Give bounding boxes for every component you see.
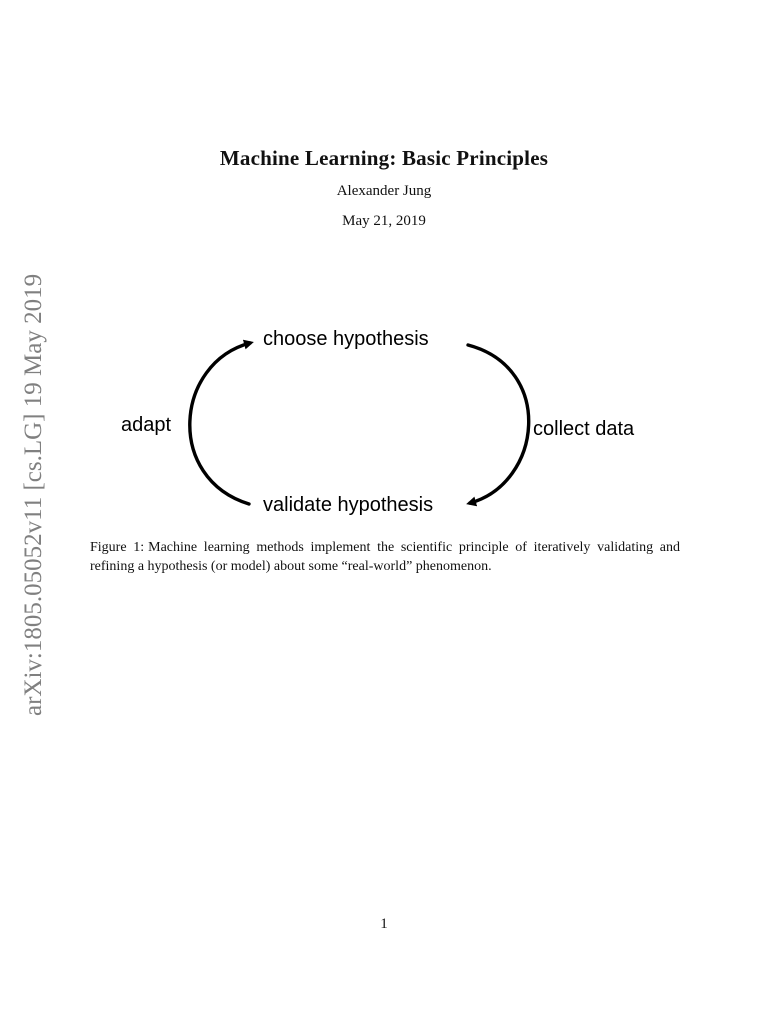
paper-date: May 21, 2019	[342, 213, 426, 229]
caption-text: Machine learning methods implement the scientific principle of iteratively validating and refining a hypothesis (or model) about some “real-world” phenomenon.	[90, 540, 680, 574]
caption-label: Figure 1:	[90, 540, 145, 555]
node-validate-hypothesis: validate hypothesis	[263, 494, 434, 516]
figure-1-caption	[90, 538, 680, 576]
cycle-diagram-svg	[110, 318, 660, 528]
paper-author: Alexander Jung	[336, 183, 432, 199]
edge-label-adapt: adapt	[121, 414, 172, 436]
arrow-adapt	[190, 343, 250, 504]
arxiv-identifier-stamp: arXiv:1805.05052v11 [cs.LG] 19 May 2019	[20, 273, 47, 717]
figure-1-cycle-diagram	[110, 318, 660, 528]
page-number: 1	[380, 916, 388, 932]
arrow-collect-data	[468, 345, 529, 503]
edge-label-collect-data: collect data	[533, 418, 635, 440]
node-choose-hypothesis: choose hypothesis	[263, 328, 429, 350]
paper-title: Machine Learning: Basic Principles	[219, 146, 549, 170]
